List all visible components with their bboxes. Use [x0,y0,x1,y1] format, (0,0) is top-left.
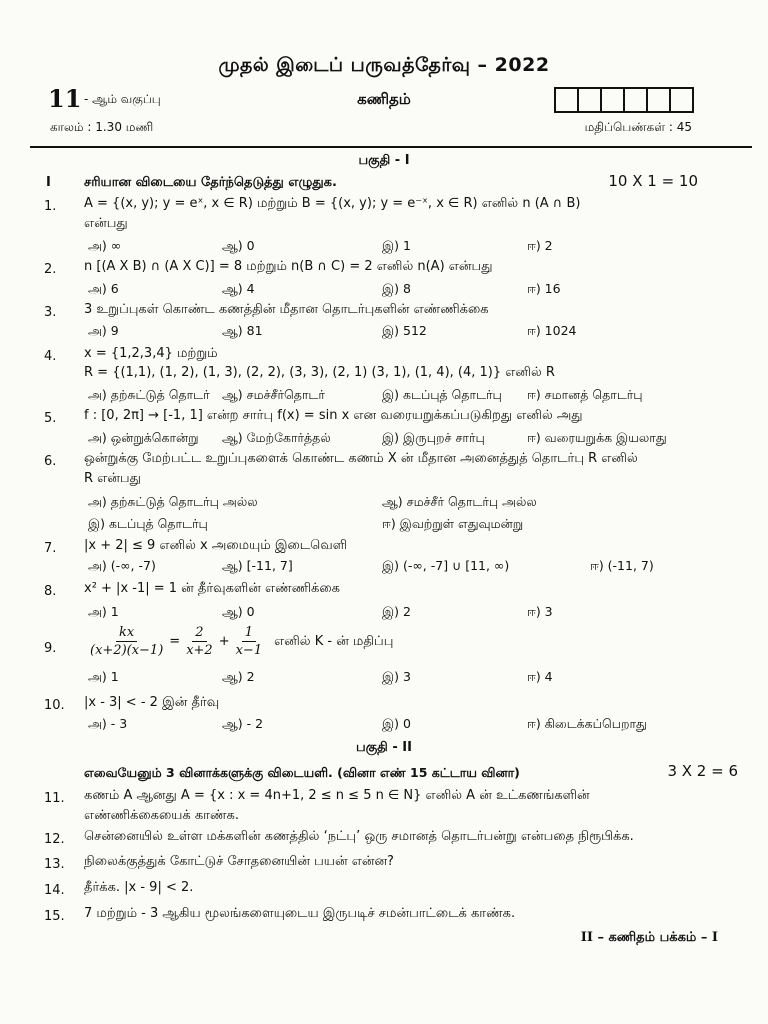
fraction-rhs-2 [233,624,266,659]
question-number: 10. [44,698,65,713]
fraction-denominator: (x+2)(x−1) [90,643,164,658]
exam-title: முதல் இடைப் பருவத்தேர்வு – 2022 [218,54,550,76]
option-b: ஆ) மேற்கோர்த்தல் [222,430,331,445]
question-number: 8. [44,584,57,599]
option-b: ஆ) 4 [222,281,255,296]
question-number: 13. [44,857,65,872]
question-text: |x - 3| < - 2 இன் தீர்வு [84,695,220,710]
option-c: இ) 2 [382,604,411,619]
option-b: ஆ) 2 [222,669,255,684]
question-text-cont: R என்பது [84,471,141,486]
question-text: f : [0, 2π] → [-1, 1] என்ற சார்பு f(x) = sin x என வரையறுக்கப்படுகிறது எனில் அது [84,408,583,423]
question-text: x = {1,2,3,4} மற்றும் [84,346,218,361]
question-number: 12. [44,832,65,847]
option-a: அ) ∞ [88,238,122,253]
part2-instruction: எவையேனும் 3 வினாக்களுக்கு விடையளி. (வினா எண் 15 கட்டாய வினா) [84,765,520,780]
question-number: 14. [44,883,65,898]
option-b: ஆ) சமச்சீர் தொடர்பு அல்ல [382,494,537,509]
option-c: இ) கடப்புத் தொடர்பு [382,387,502,402]
option-c: இ) 0 [382,716,411,731]
fraction-numerator: 1 [242,624,256,642]
option-c: இ) 1 [382,238,411,253]
option-d: ஈ) 2 [527,238,553,253]
question-text: n [(A X B) ∩ (A X C)] = 8 மற்றும் n(B ∩ C) = 2 எனில் n(A) என்பது [84,259,493,274]
option-b: ஆ) 0 [222,238,255,253]
option-b: ஆ) 0 [222,604,255,619]
digit-box [579,89,602,111]
part2-score: 3 X 2 = 6 [667,762,738,780]
option-c: இ) கடப்புத் தொடர்பு [88,516,208,531]
option-c: இ) (-∞, -7] ∪ [11, ∞) [382,558,510,573]
digit-box [625,89,648,111]
question-text: A = {(x, y); y = eˣ, x ∈ R) மற்றும் B = {(x, y); y = e⁻ˣ, x ∈ R) எனில் n (A ∩ B) [84,196,581,211]
question-number: 3. [44,305,57,320]
question-tail: எனில் K - ன் மதிப்பு [274,633,394,649]
question-text: ஒன்றுக்கு மேற்பட்ட உறுப்புகளைக் கொண்ட கணம் X ன் மீதான அனைத்துத் தொடர்பு R எனில் [84,451,638,466]
question-text: கணம் A ஆனது A = {x : x = 4n+1, 2 ≤ n ≤ 5 n ∈ N} எனில் A ன் உட்கணங்களின் [84,788,590,803]
question-number: 4. [44,349,57,364]
option-c: இ) 512 [382,323,427,338]
option-a: அ) தற்சுட்டுத் தொடர் [88,387,210,402]
part1-heading: பகுதி - I [358,153,410,168]
question-text: தீர்க்க. |x - 9| < 2. [84,880,194,895]
option-d: ஈ) 3 [527,604,553,619]
question-text: |x + 2| ≤ 9 எனில் x அமையும் இடைவெளி [84,538,348,553]
option-d: ஈ) வரையறுக்க இயலாது [527,430,667,445]
subject-title: கணிதம் [357,90,411,108]
option-d: ஈ) 4 [527,669,553,684]
option-a: அ) ஒன்றுக்கொன்று [88,430,199,445]
part1-score: 10 X 1 = 10 [608,172,698,190]
equals-sign: = [169,634,181,649]
option-d: ஈ) 1024 [527,323,577,338]
option-c: இ) 8 [382,281,411,296]
digit-box [556,89,579,111]
option-c: இ) இருபுறச் சார்பு [382,430,485,445]
fraction-denominator: x+2 [186,643,213,658]
option-a: அ) (-∞, -7) [88,558,156,573]
question-text: x² + |x -1| = 1 ன் தீர்வுகளின் எண்ணிக்கை [84,581,340,596]
fraction-numerator: 2 [192,624,206,642]
option-a: அ) தற்சுட்டுத் தொடர்பு அல்ல [88,494,258,509]
option-a: அ) - 3 [88,716,128,731]
part1-instruction: சரியான விடையை தேர்ந்தெடுத்து எழுதுக. [84,175,337,190]
option-b: ஆ) - 2 [222,716,264,731]
question-text: சென்னையில் உள்ள மக்களின் கணத்தில் ‘நட்பு’ ஒரு சமானத் தொடர்பன்று என்பதை நிரூபிக்க. [84,829,634,844]
question-text: நிலைக்குத்துக் கோட்டுச் சோதனையின் பயன் என்ன? [84,854,394,869]
option-b: ஆ) 81 [222,323,263,338]
question-number: 6. [44,454,57,469]
question-text-cont: R = {(1,1), (1, 2), (1, 3), (2, 2), (3, 3), (2, 1) (3, 1), (1, 4), (4, 1)} எனில் R [84,365,555,380]
option-b: ஆ) சமச்சீர்தொடர் [222,387,325,402]
option-d: ஈ) (-11, 7) [590,558,654,573]
grade-label: - ஆம் வகுப்பு [84,92,161,106]
fraction-numerator: kx [116,624,137,642]
option-a: அ) 1 [88,669,119,684]
question-number: 2. [44,262,57,277]
max-marks: மதிப்பெண்கள் : 45 [584,120,692,134]
fraction-lhs [87,624,166,659]
option-d: ஈ) கிடைக்கப்பெறாது [527,716,647,731]
digit-box [671,89,692,111]
header-divider [30,146,752,148]
question-text: 7 மற்றும் - 3 ஆகிய மூலங்களையுடைய இருபடிச் சமன்பாட்டைக் காண்க. [84,906,516,921]
plus-sign: + [218,634,230,649]
option-a: அ) 9 [88,323,119,338]
fraction-denominator: x−1 [235,643,263,658]
question-text-cont: எண்ணிக்கையைக் காண்க. [84,808,239,823]
option-a: அ) 6 [88,281,119,296]
option-d: ஈ) இவற்றுள் எதுவுமன்று [382,516,524,531]
grade-number: 11 [48,84,82,113]
digit-box [648,89,671,111]
question-number: 11. [44,791,65,806]
question-number: 9. [44,641,57,656]
question-text: 3 உறுப்புகள் கொண்ட கணத்தின் மீதான தொடர்புகளின் எண்ணிக்கை [84,302,489,317]
page-footer: II – கணிதம் பக்கம் – I [580,930,718,945]
part1-instruction-num: I [46,175,51,190]
question-number: 7. [44,541,57,556]
option-d: ஈ) 16 [527,281,561,296]
fraction-rhs-1 [183,624,216,659]
part2-heading: பகுதி - II [356,740,412,755]
option-d: ஈ) சமானத் தொடர்பு [527,387,643,402]
question-number: 1. [44,199,57,214]
digit-box [602,89,625,111]
question-number: 5. [44,411,57,426]
register-number-boxes [554,87,694,113]
question-text-cont: என்பது [84,216,128,231]
exam-duration: காலம் : 1.30 மணி [50,120,154,134]
question-number: 15. [44,909,65,924]
option-c: இ) 3 [382,669,411,684]
question-text-fraction [84,624,393,659]
option-b: ஆ) [-11, 7] [222,558,293,573]
option-a: அ) 1 [88,604,119,619]
